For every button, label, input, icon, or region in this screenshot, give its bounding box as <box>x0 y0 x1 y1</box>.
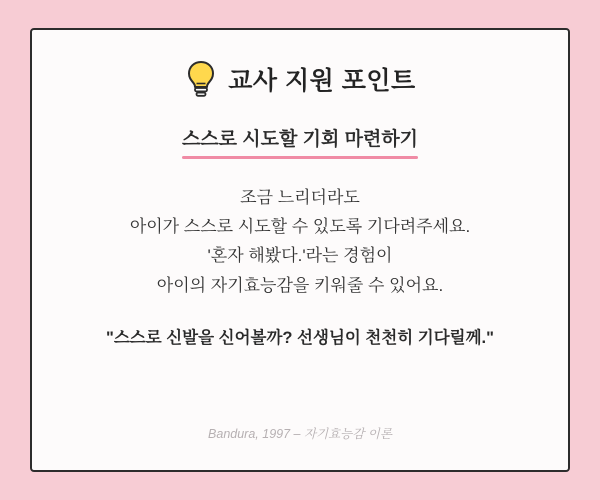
card-header <box>184 60 415 98</box>
example-quote: "스스로 신발을 신어볼까? 선생님이 천천히 기다릴께." <box>106 328 494 347</box>
body-line: 아이의 자기효능감을 키워줄 수 있어요. <box>156 275 444 295</box>
body-line: 조금 느리더라도 <box>240 188 360 207</box>
body-line: '혼자 해봤다.'라는 경험이 <box>207 246 393 266</box>
tip-card <box>30 28 570 472</box>
card-subtitle: 스스로 시도할 기회 마련하기 <box>181 129 419 150</box>
source-citation: Bandura, 1997 – 자기효능감 이론 <box>208 427 392 441</box>
subtitle-underline <box>182 156 418 159</box>
body-line: 아이가 스스로 시도할 수 있도록 기다려주세요. <box>129 217 471 237</box>
lightbulb-icon <box>184 60 218 98</box>
card-title: 교사 지원 포인트 <box>228 67 416 95</box>
subtitle-block <box>182 124 418 159</box>
card-body <box>130 183 470 300</box>
